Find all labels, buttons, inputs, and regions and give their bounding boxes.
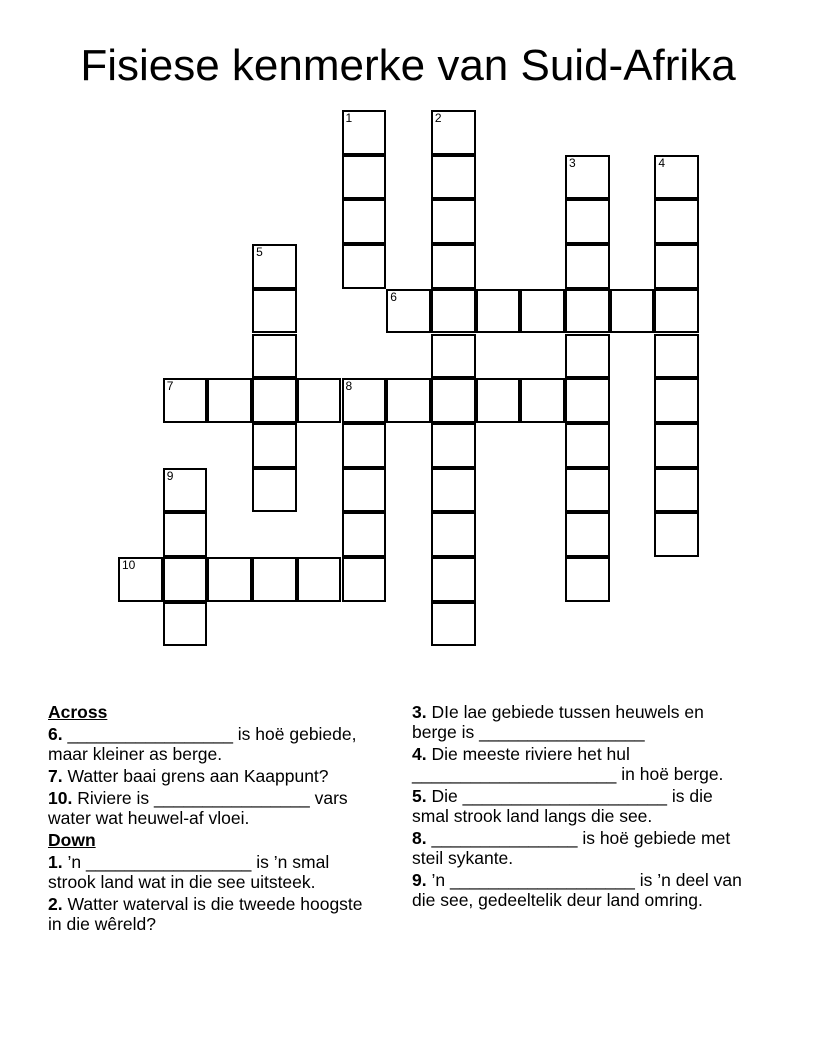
grid-cell[interactable] — [252, 378, 297, 423]
cell-number: 7 — [166, 379, 174, 394]
clue-down-4 — [412, 744, 752, 784]
clue-number: 5. — [412, 786, 427, 806]
grid-cell[interactable] — [431, 557, 476, 602]
grid-cell[interactable] — [431, 468, 476, 513]
grid-cell[interactable] — [654, 289, 699, 334]
grid-cell[interactable] — [207, 557, 252, 602]
grid-cell[interactable] — [654, 244, 699, 289]
grid-cell[interactable] — [654, 512, 699, 557]
grid-cell[interactable] — [342, 468, 387, 513]
clue-number: 6. — [48, 724, 63, 744]
grid-cell[interactable] — [252, 423, 297, 468]
grid-cell[interactable] — [342, 244, 387, 289]
clue-number: 9. — [412, 870, 427, 890]
clue-text: Riviere is ________________ vars water wat heuwel-af vloei. — [48, 788, 348, 828]
grid-cell[interactable] — [342, 199, 387, 244]
grid-cell[interactable] — [565, 378, 610, 423]
clue-number: 1. — [48, 852, 63, 872]
grid-cell[interactable] — [431, 110, 476, 155]
grid-cell[interactable] — [118, 557, 163, 602]
grid-cell[interactable] — [431, 155, 476, 200]
grid-cell[interactable] — [565, 199, 610, 244]
grid-cell[interactable] — [565, 512, 610, 557]
cell-number: 9 — [166, 468, 174, 483]
grid-cell[interactable] — [297, 378, 342, 423]
clue-text: Die meeste riviere het hul _____________________ in hoë berge. — [412, 744, 724, 784]
cell-number: 4 — [658, 155, 666, 170]
grid-cell[interactable] — [297, 557, 342, 602]
grid-cell[interactable] — [163, 557, 208, 602]
grid-cell[interactable] — [342, 110, 387, 155]
clue-text: Watter waterval is die tweede hoogste in die wêreld? — [48, 894, 363, 934]
across-heading: Across — [48, 702, 108, 722]
grid-cell[interactable] — [654, 423, 699, 468]
grid-cell[interactable] — [476, 378, 521, 423]
grid-cell[interactable] — [565, 468, 610, 513]
grid-cell[interactable] — [163, 468, 208, 513]
grid-cell[interactable] — [342, 378, 387, 423]
grid-cell[interactable] — [431, 423, 476, 468]
clue-text: Watter baai grens aan Kaappunt? — [62, 766, 329, 786]
clue-down-3 — [412, 702, 752, 742]
grid-cell[interactable] — [342, 423, 387, 468]
grid-cell[interactable] — [386, 289, 431, 334]
clue-down-2 — [48, 894, 378, 934]
grid-cell[interactable] — [431, 289, 476, 334]
grid-cell[interactable] — [431, 199, 476, 244]
clue-down-8 — [412, 828, 752, 868]
grid-cell[interactable] — [342, 155, 387, 200]
page-title: Fisiese kenmerke van Suid-Afrika — [80, 41, 736, 90]
grid-cell[interactable] — [386, 378, 431, 423]
cell-number: 10 — [122, 558, 136, 572]
cell-number: 5 — [256, 245, 263, 260]
clue-across-10 — [48, 788, 378, 828]
clue-number: 10. — [48, 788, 73, 808]
grid-cell[interactable] — [431, 512, 476, 557]
grid-cell[interactable] — [342, 557, 387, 602]
grid-cell[interactable] — [520, 378, 565, 423]
grid-cell[interactable] — [565, 244, 610, 289]
grid-cell[interactable] — [565, 557, 610, 602]
grid-cell[interactable] — [252, 468, 297, 513]
cell-number: 8 — [345, 379, 353, 394]
grid-cell[interactable] — [163, 602, 208, 647]
down-heading: Down — [48, 830, 96, 850]
cell-number: 6 — [390, 289, 397, 304]
grid-cell[interactable] — [431, 378, 476, 423]
grid-cell[interactable] — [565, 423, 610, 468]
grid-cell[interactable] — [252, 244, 297, 289]
grid-cell[interactable] — [565, 155, 610, 200]
grid-cell[interactable] — [654, 468, 699, 513]
clue-text: _______________ is hoë gebiede met steil sykante. — [412, 828, 731, 868]
grid-cell[interactable] — [431, 334, 476, 379]
clue-number: 4. — [412, 744, 427, 764]
grid-cell[interactable] — [654, 378, 699, 423]
clue-number: 3. — [412, 702, 427, 722]
clue-text: Die _____________________ is die smal strook land langs die see. — [412, 786, 713, 826]
clue-text: ’n _________________ is ’n smal strook land wat in die see uitsteek. — [48, 852, 330, 892]
clue-across-6 — [48, 724, 378, 764]
grid-cell[interactable] — [520, 289, 565, 334]
clue-number: 8. — [412, 828, 427, 848]
grid-cell[interactable] — [476, 289, 521, 334]
grid-cell[interactable] — [565, 334, 610, 379]
clue-down-5 — [412, 786, 752, 826]
cell-number: 2 — [434, 111, 442, 125]
clues-left-column — [48, 702, 378, 936]
clue-down-9 — [412, 870, 752, 910]
clue-number: 2. — [48, 894, 63, 914]
grid-cell[interactable] — [252, 557, 297, 602]
clues-right-column — [412, 702, 752, 912]
crossword-grid[interactable] — [118, 110, 698, 650]
grid-cell[interactable] — [654, 155, 699, 200]
clue-text: DIe lae gebiede tussen heuwels en berge is _________________ — [412, 702, 704, 742]
grid-cell[interactable] — [431, 244, 476, 289]
clue-number: 7. — [48, 766, 63, 786]
cell-number: 3 — [569, 155, 576, 170]
clue-text: _________________ is hoë gebiede, maar kleiner as berge. — [48, 724, 357, 764]
clue-text: ’n ___________________ is ’n deel van die see, gedeeltelik deur land omring. — [412, 870, 742, 910]
clue-down-1 — [48, 852, 378, 892]
grid-cell[interactable] — [431, 602, 476, 647]
grid-cell[interactable] — [610, 289, 655, 334]
grid-cell[interactable] — [654, 199, 699, 244]
grid-cell[interactable] — [252, 289, 297, 334]
grid-cell[interactable] — [163, 378, 208, 423]
grid-cell[interactable] — [654, 334, 699, 379]
grid-cell[interactable] — [342, 512, 387, 557]
grid-cell[interactable] — [163, 512, 208, 557]
grid-cell[interactable] — [565, 289, 610, 334]
grid-cell[interactable] — [207, 378, 252, 423]
clue-across-7 — [48, 766, 378, 786]
grid-cell[interactable] — [252, 334, 297, 379]
cell-number: 1 — [345, 111, 353, 125]
